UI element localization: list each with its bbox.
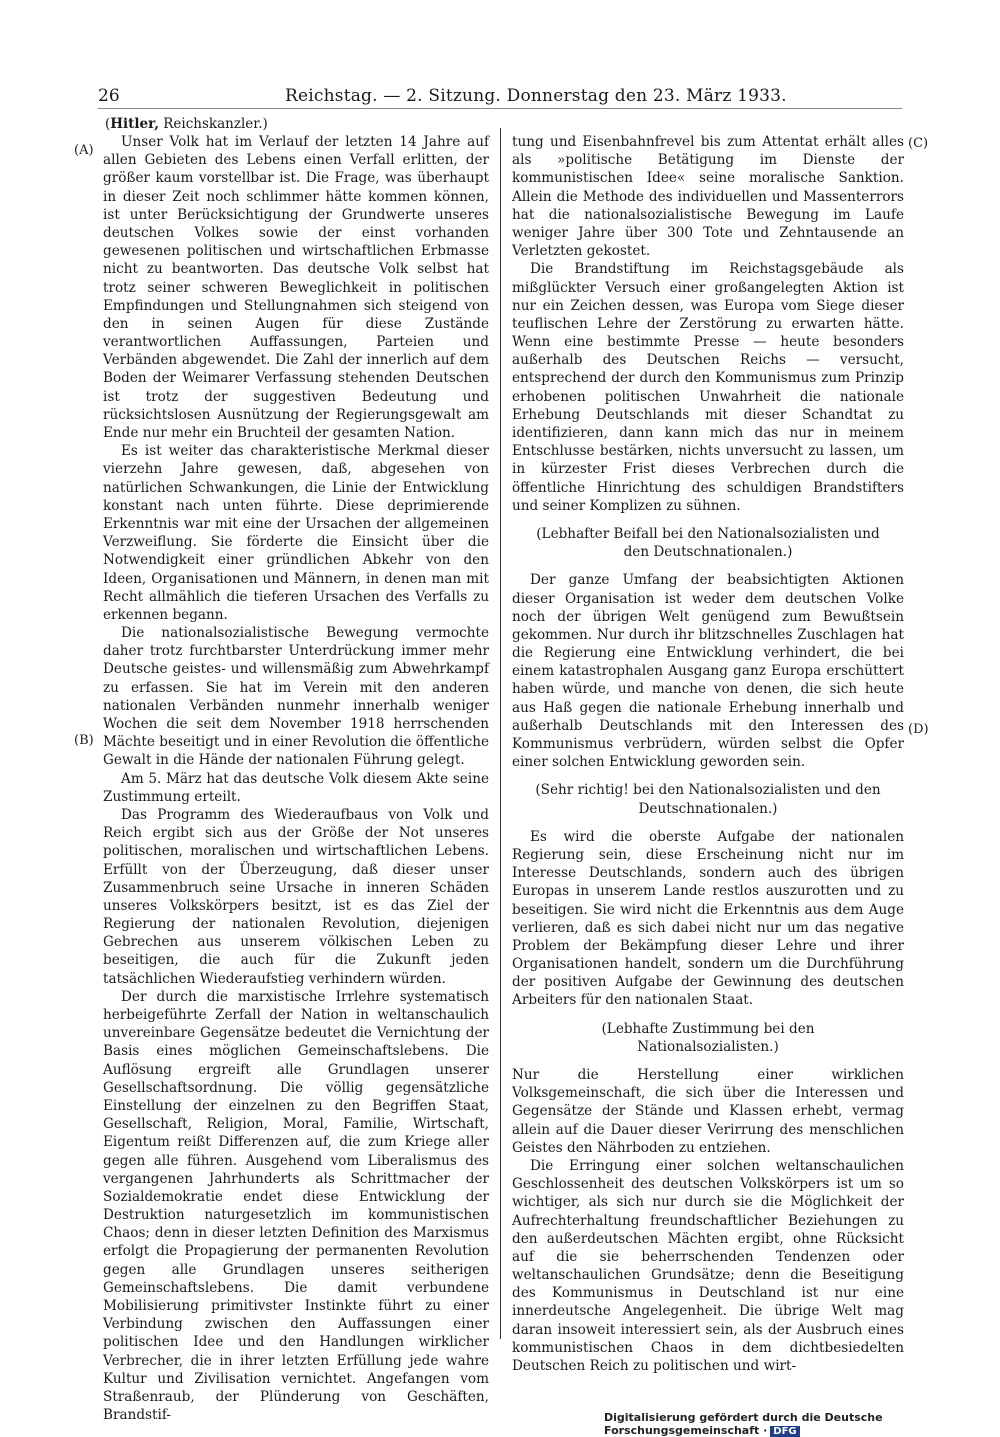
right-paragraph: Nur die Herstellung einer wirklichen Volksgemeinschaft, die sich über die Interessen und Gegensätze der Stände und Klassen erhebt, vermag allein auf die Dauer dieser Verirrung des menschlichen Geistes den Nährboden zu entziehen. bbox=[512, 1067, 904, 1156]
right-column bbox=[512, 133, 904, 1375]
right-paragraph: Es wird die oberste Aufgabe der nationalen Regierung sein, diese Erscheinung nicht nur im Interesse Deutschlands, sondern auch des übrigen Europas in unserem Lande restlos auszurotten und zu beseitigen. Sie wird nicht die Erkenntnis aus dem Auge verlieren, daß es sich dabei nicht nur um das negative Problem der Bekämpfung dieser Lehre und ihrer Organisationen handelt, sondern um die Durchführung der positiven Aufgabe der Gewinnung des deutschen Arbeiters für den nationalen Staat. bbox=[512, 828, 904, 1009]
page-number: 26 bbox=[98, 86, 120, 106]
right-paragraph: tung und Eisenbahnfrevel bis zum Attentat erhält alles als »politische Betätigung im Dienste der kommunistischen Idee« seine moralische Sanktion. Allein die Methode des individuellen und Massenterrors hat die nationalsozialistische Bewegung im Laufe weniger Jahre über 300 Tote und Zehntausende an Verletzten gekostet. bbox=[512, 134, 904, 260]
right-paragraph: Der ganze Umfang der beabsichtigten Aktionen dieser Organisation ist weder dem deutschen Volke noch der übrigen Welt genügend zum Bewußtsein gekommen. Nur durch ihr blitzschnelles Zuschlagen hat die Regierung eine Entwicklung verhindert, die bei einem katastrophalen Ausgang ganz Europa erschüttert haben würde, und manche von denen, die sich heute aus Haß gegen die nationale Erhebung innerhalb und außerhalb Deutschlands mit den Interessen des Kommunismus verbrüdern, würden selbst die Opfer einer solchen Entwicklung geworden sein. bbox=[512, 572, 904, 771]
speaker-line bbox=[105, 116, 268, 132]
reaction-note: (Sehr richtig! bei den Nationalsozialisten und den Deutschnationalen.) bbox=[535, 782, 881, 817]
left-paragraph: Das Programm des Wiederaufbaus von Volk und Reich ergibt sich aus der Größe der Not unseres politischen, moralischen und wirtschaftlichen Lebens. Erfüllt von der Überzeugung, daß dieser unser Zusammenbruch seine Ursache in inneren Schäden unseres Volkskörpers besitzt, ist es das Ziel der Regierung der nationalen Revolution, diejenigen Gebrechen aus unserem völkischen Leben zu beseitigen, die auch für die Zukunft jeden tatsächlichen Wiederaufstieg verhindern würden. bbox=[103, 806, 489, 987]
right-paragraph: Die Brandstiftung im Reichstagsgebäude als mißglückter Versuch einer großangelegten Aktion ist nur ein Zeichen dessen, was Europa vom Siege dieser teuflischen Lehre der Zerstörung zu erwarten hätte. Wenn eine bestimmte Presse — heute besonders außerhalb des Deutschen Reichs — versucht, entsprechend der durch den Kommunismus zum Prinzip erhobenen politischen Unwahrheit die nationale Erhebung Deutschlands mit dieser Schandtat zu identifizieren, dann kann mich das nur in meinem Entschlusse bestärken, nichts unversucht zu lassen, um in kürzester Frist dieses Verbrechen durch die öffentliche Hinrichtung des schuldigen Brandstifters und seiner Komplizen zu sühnen. bbox=[512, 261, 904, 514]
reaction-note: (Lebhafter Beifall bei den Nationalsozialisten und den Deutschnationalen.) bbox=[536, 525, 880, 561]
dfg-logo: DFG bbox=[770, 1426, 799, 1437]
left-paragraph: Der durch die marxistische Irrlehre systematisch herbeigeführte Zerfall der Nation in weltanschaulich unvereinbare Gegensätze bedeutet die Vernichtung der Basis eines möglichen Gemeinschaftslebens. Die Auflösung ergreift alle Grundlagen unserer Gesellschaftsordnung. Die völlig gegensätzliche Einstellung der einzelnen zu den Begriffen Staat, Gesellschaft, Religion, Moral, Familie, Wirtschaft, Eigentum reißt Differenzen auf, die zum Kriege aller gegen alle führen. Ausgehend vom Liberalismus des vergangenen Jahrhunderts als Schrittmacher der Sozialdemokratie endet diese Entwicklung der Destruktion naturgesetzlich im kommunistischen Chaos; denn in dieser letzten Definition des Marxismus erfolgt die Propagierung der permanenten Revolution gegen alle Grundlagen unseres seitherigen Gemeinschaftslebens. Die damit verbundene Mobilisierung primitivster Instinkte führt zu einer Verbindung zwischen den Auffassungen einer politischen Idee und den Handlungen wirklicher Verbrecher, die in ihrer letzten Erfüllung jede wahre Kultur und Zivilisation vernichtet. Angefangen vom Straßenraub, der Plünderung von Geschäften, Brandstif- bbox=[103, 988, 489, 1424]
column-divider bbox=[500, 128, 501, 1339]
speaker-title: Reichskanzler.) bbox=[163, 116, 268, 132]
speaker-name: Hitler, bbox=[110, 116, 159, 132]
reaction-note: (Lebhafte Zustimmung bei den Nationalsozialisten.) bbox=[601, 1020, 815, 1055]
footer-text: Digitalisierung gefördert durch die Deutsche Forschungsgemeinschaft · bbox=[604, 1411, 883, 1437]
header-rule bbox=[98, 108, 902, 109]
margin-marker-d: (D) bbox=[908, 722, 929, 737]
margin-marker-b: (B) bbox=[74, 733, 94, 748]
margin-marker-c: (C) bbox=[908, 136, 929, 151]
right-paragraph: Die Erringung einer solchen weltanschaulichen Geschlossenheit des deutschen Volkskörpers ist um so wichtiger, als sich nur durch sie die Möglichkeit der Aufrechterhaltung freundschaftlicher Beziehungen zu den außerdeutschen Mächten ergibt, ohne Rücksicht auf die sie beherrschenden Tendenzen oder weltanschaulichen Grundsätze; denn die Beseitigung des Kommunismus in Deutschland ist nur eine innerdeutsche Angelegenheit. Die übrige Welt mag daran insoweit interessiert sein, als der Ausbruch eines kommunistischen Chaos in dem dichtbesiedelten Deutschen Reich zu politischen und wirt- bbox=[512, 1157, 904, 1374]
footer-credit bbox=[604, 1411, 1000, 1437]
margin-marker-a: (A) bbox=[74, 143, 94, 158]
left-paragraph: Unser Volk hat im Verlauf der letzten 14 Jahre auf allen Gebieten des Lebens einen Verfall erlitten, der größer kaum vorstellbar ist. Die Frage, was überhaupt in dieser Zeit noch schlimmer hätte kommen können, ist unter Berücksichtigung der Grundwerte unseres deutschen Volkes sowie der einst vorhanden gewesenen politischen und wirtschaftlichen Erbmasse nicht zu beantworten. Das deutsche Volk selbst hat trotz seiner schweren Beweglichkeit in politischen Empfindungen und Stellungnahmen sich steigend von den in seinen Augen für diese Zustände verantwortlichen Auffassungen, Parteien und Verbänden abgewendet. Die Zahl der innerlich auf dem Boden der Weimarer Verfassung stehenden Deutschen ist trotz der suggestiven Bedeutung und rücksichtslosen Ausnützung der Regierungsgewalt am Ende nur mehr ein Bruchteil der gesamten Nation. bbox=[103, 134, 489, 441]
speaker-open: ( bbox=[105, 116, 111, 132]
left-paragraph: Die nationalsozialistische Bewegung vermochte daher trotz furchtbarster Unterdrückung immer mehr Deutsche geistes- und willensmäßig zum Abwehrkampf zu erfassen. Sie hat im Verein mit den anderen nationalen Verbänden nunmehr innerhalb weniger Wochen die seit dem November 1918 herrschenden Mächte beseitigt und in einer Revolution die öffentliche Gewalt in die Hände der nationalen Führung gelegt. bbox=[103, 625, 489, 769]
left-paragraph: Es ist weiter das charakteristische Merkmal dieser vierzehn Jahre gewesen, daß, abgesehen von natürlichen Schwankungen, die Linie der Entwicklung konstant nach unten führte. Diese deprimierende Erkenntnis war mit eine der Ursachen der allgemeinen Verzweiflung. Sie förderte die Einsicht über die Notwendigkeit einer gründlichen Abkehr von den Ideen, Organisationen und Männern, in denen man mit Recht allmählich die tieferen Ursachen des Verfalls zu erkennen begann. bbox=[103, 443, 489, 623]
left-column bbox=[103, 133, 489, 1424]
left-paragraph: Am 5. März hat das deutsche Volk diesem Akte seine Zustimmung erteilt. bbox=[103, 770, 489, 805]
running-head: Reichstag. — 2. Sitzung. Donnerstag den 23. März 1933. bbox=[285, 86, 787, 106]
